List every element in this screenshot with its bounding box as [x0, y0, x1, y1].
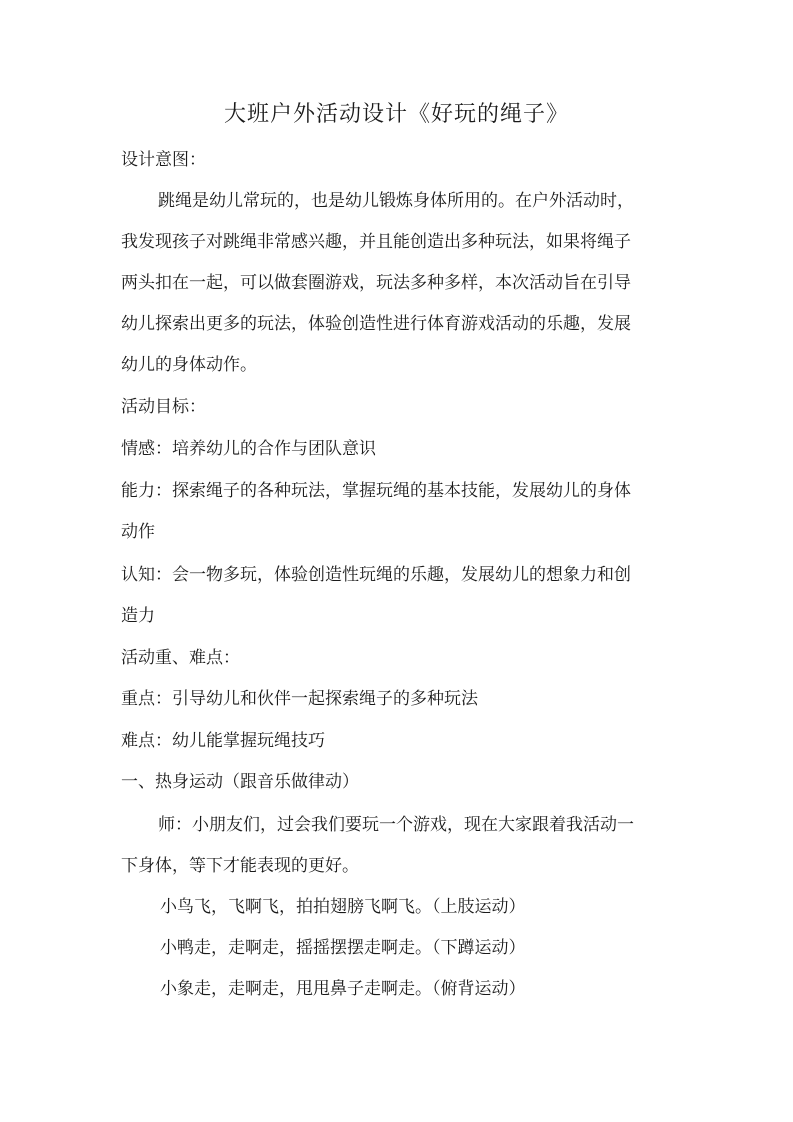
goal-cognition: 认知：会一物多玩，体验创造性玩绳的乐趣，发展幼儿的想象力和创 — [121, 565, 631, 585]
document-title: 大班户外活动设计《好玩的绳子》 — [223, 102, 569, 127]
difficulty-point: 难点：幼儿能掌握玩绳技巧 — [121, 731, 325, 751]
rhyme-line: 小鸭走，走啊走，摇摇摆摆走啊走。（下蹲运动） — [160, 938, 526, 958]
key-point: 重点：引导幼儿和伙伴一起探索绳子的多种玩法 — [121, 689, 478, 709]
rhyme-line: 小鸟飞，飞啊飞，拍拍翅膀飞啊飞。（上肢运动） — [160, 897, 526, 917]
design-intent-line: 两头扣在一起，可以做套圈游戏，玩法多种多样，本次活动旨在引导 — [121, 273, 631, 293]
goal-ability: 能力：探索绳子的各种玩法，掌握玩绳的基本技能，发展幼儿的身体 — [121, 481, 631, 501]
teacher-line-continued: 下身体，等下才能表现的更好。 — [121, 856, 359, 876]
key-points-heading: 活动重、难点： — [121, 648, 240, 668]
goal-emotion: 情感：培养幼儿的合作与团队意识 — [121, 439, 376, 459]
design-intent-line: 幼儿的身体动作。 — [121, 355, 257, 375]
goal-ability-continued: 动作 — [121, 522, 155, 542]
design-intent-heading: 设计意图： — [121, 150, 206, 170]
warmup-heading: 一、热身运动（跟音乐做律动） — [121, 772, 359, 792]
design-intent-line: 跳绳是幼儿常玩的，也是幼儿锻炼身体所用的。在户外活动时， — [158, 191, 634, 211]
teacher-line: 师：小朋友们，过会我们要玩一个游戏，现在大家跟着我活动一 — [158, 815, 634, 835]
goal-cognition-continued: 造力 — [121, 606, 155, 626]
design-intent-line: 我发现孩子对跳绳非常感兴趣，并且能创造出多种玩法，如果将绳子 — [121, 232, 631, 252]
goals-heading: 活动目标： — [121, 397, 206, 417]
rhyme-line: 小象走，走啊走，甩甩鼻子走啊走。（俯背运动） — [160, 979, 526, 999]
design-intent-line: 幼儿探索出更多的玩法，体验创造性进行体育游戏活动的乐趣，发展 — [121, 314, 631, 334]
